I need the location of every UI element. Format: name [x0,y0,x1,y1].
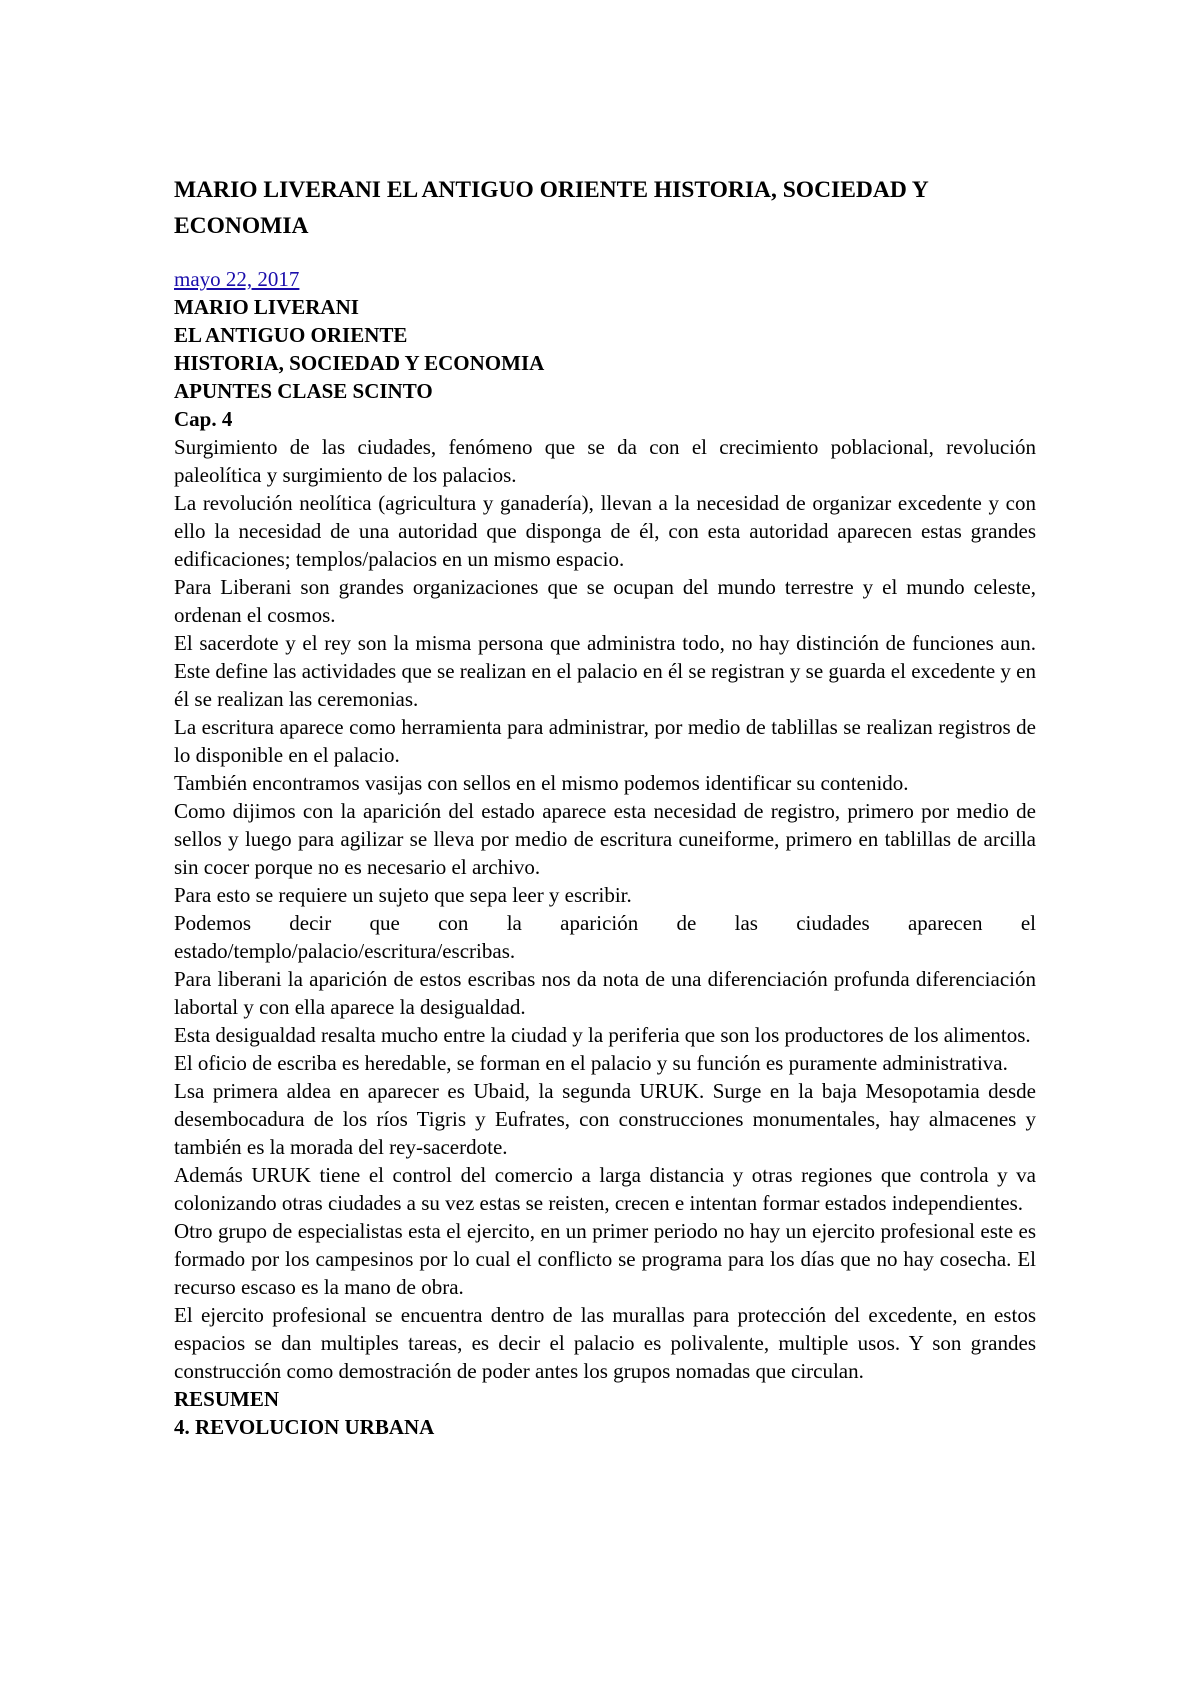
paragraph: Para Liberani son grandes organizaciones que se ocupan del mundo terrestre y el mundo celeste, ordenan el cosmos. [174,575,1036,627]
book-title-heading: EL ANTIGUO ORIENTE [174,323,408,347]
paragraph: Para esto se requiere un sujeto que sepa leer y escribir. [174,883,632,907]
section-heading: 4. REVOLUCION URBANA [174,1415,435,1439]
paragraph: El sacerdote y el rey son la misma persona que administra todo, no hay distinción de funciones aun. Este define las actividades que se realizan en el palacio en él se registran y se guarda el excedente y en él se realizan las ceremonias. [174,631,1036,711]
paragraph: La escritura aparece como herramienta para administrar, por medio de tablillas se realizan registros de lo disponible en el palacio. [174,715,1036,767]
paragraph: Además URUK tiene el control del comercio a larga distancia y otras regiones que controla y va colonizando otras ciudades a su vez estas se reisten, crecen e intentan formar estados independientes. [174,1163,1036,1215]
paragraph: La revolución neolítica (agricultura y ganadería), llevan a la necesidad de organizar excedente y con ello la necesidad de una autoridad que disponga de él, con esta autoridad aparecen estas grandes edificaciones; templos/palacios en un mismo espacio. [174,491,1036,571]
paragraph: También encontramos vasijas con sellos en el mismo podemos identificar su contenido. [174,771,909,795]
paragraph: Lsa primera aldea en aparecer es Ubaid, la segunda URUK. Surge en la baja Mesopotamia desde desembocadura de los ríos Tigris y Eufrates, con construcciones monumentales, hay almacenes y también es la morada del rey-sacerdote. [174,1079,1036,1159]
chapter-heading: Cap. 4 [174,407,233,431]
book-subtitle-heading: HISTORIA, SOCIEDAD Y ECONOMIA [174,351,545,375]
paragraph: Esta desigualdad resalta mucho entre la ciudad y la periferia que son los productores de los alimentos. [174,1023,1031,1047]
document-title: MARIO LIVERANI EL ANTIGUO ORIENTE HISTORIA, SOCIEDAD Y ECONOMIA [174,177,928,239]
summary-heading: RESUMEN [174,1387,280,1411]
paragraph: El ejercito profesional se encuentra dentro de las murallas para protección del excedente, en estos espacios se dan multiples tareas, es decir el palacio es polivalente, multiple usos. Y son grandes construcción como demostración de poder antes los grupos nomadas que circulan. [174,1303,1036,1383]
paragraph: El oficio de escriba es heredable, se forman en el palacio y su función es puramente administrativa. [174,1051,1008,1075]
paragraph: Como dijimos con la aparición del estado aparece esta necesidad de registro, primero por medio de sellos y luego para agilizar se lleva por medio de escritura cuneiforme, primero en tablillas de arcilla sin cocer porque no es necesario el archivo. [174,799,1036,879]
author-heading: MARIO LIVERANI [174,295,359,319]
paragraph: Surgimiento de las ciudades, fenómeno que se da con el crecimiento poblacional, revolución paleolítica y surgimiento de los palacios. [174,435,1036,487]
post-date-link[interactable]: mayo 22, 2017 [174,267,300,291]
paragraph: Para liberani la aparición de estos escribas nos da nota de una diferenciación profunda diferenciación labortal y con ella aparece la desigualdad. [174,967,1036,1019]
paragraph: Podemos decir que con la aparición de las ciudades aparecen el estado/templo/palacio/escritura/escribas. [174,911,1036,963]
notes-heading: APUNTES CLASE SCINTO [174,379,433,403]
paragraph: Otro grupo de especialistas esta el ejercito, en un primer periodo no hay un ejercito profesional este es formado por los campesinos por lo cual el conflicto se programa para los días que no hay cosecha. El recurso escaso es la mano de obra. [174,1219,1036,1299]
document-body [174,172,1036,1441]
